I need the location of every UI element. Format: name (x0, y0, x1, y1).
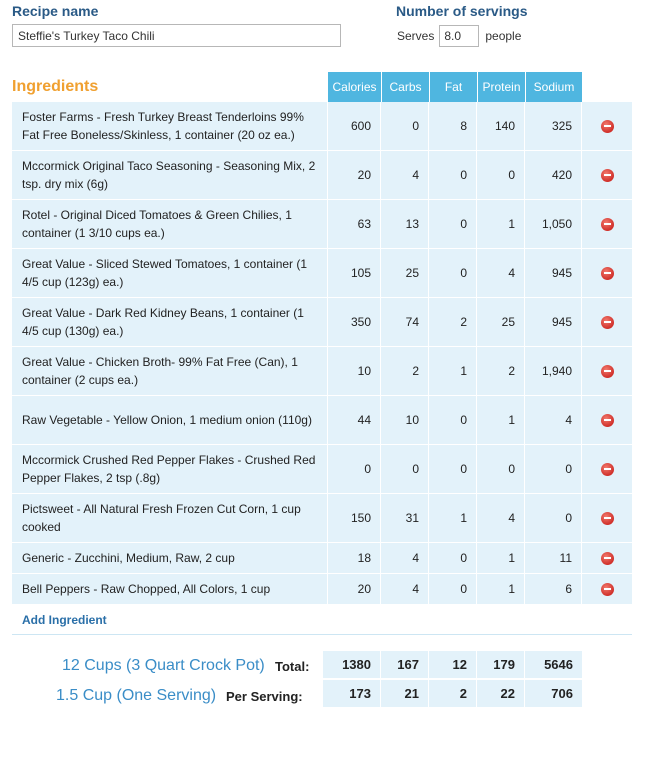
per-serving-carbs: 21 (381, 680, 429, 707)
ingredient-fat: 0 (429, 543, 477, 573)
ingredient-name: Great Value - Chicken Broth- 99% Fat Free (Can), 1 container (2 cups ea.) (12, 347, 328, 395)
ingredient-carbs: 74 (381, 298, 429, 346)
ingredient-protein: 1 (477, 200, 525, 248)
ingredient-carbs: 13 (381, 200, 429, 248)
delete-cell (582, 445, 632, 493)
ingredient-fat: 0 (429, 249, 477, 297)
total-fat: 12 (429, 651, 477, 678)
ingredient-fat: 8 (429, 102, 477, 150)
ingredient-protein: 1 (477, 574, 525, 604)
column-header-calories: Calories (328, 72, 381, 102)
total-yield-label: 12 Cups (3 Quart Crock Pot) (62, 657, 265, 674)
ingredient-calories: 18 (328, 543, 381, 573)
ingredient-sodium: 1,050 (525, 200, 582, 248)
ingredient-row (12, 298, 632, 347)
ingredient-calories: 20 (328, 574, 381, 604)
totals-row (323, 651, 583, 680)
ingredient-row (12, 445, 632, 494)
ingredient-name: Great Value - Sliced Stewed Tomatoes, 1 container (1 4/5 cup (123g) ea.) (12, 249, 328, 297)
total-label: Total: (275, 659, 310, 674)
ingredient-calories: 105 (328, 249, 381, 297)
ingredient-protein: 4 (477, 249, 525, 297)
ingredient-sodium: 1,940 (525, 347, 582, 395)
ingredient-carbs: 25 (381, 249, 429, 297)
ingredient-calories: 150 (328, 494, 381, 542)
ingredient-protein: 2 (477, 347, 525, 395)
per-serving-protein: 22 (477, 680, 525, 707)
per-serving-yield-label: 1.5 Cup (One Serving) (56, 687, 217, 704)
ingredient-carbs: 31 (381, 494, 429, 542)
ingredient-row (12, 151, 632, 200)
ingredient-calories: 20 (328, 151, 381, 199)
ingredient-row (12, 347, 632, 396)
ingredient-fat: 1 (429, 494, 477, 542)
ingredient-protein: 140 (477, 102, 525, 150)
per-serving-fat: 2 (429, 680, 477, 707)
per-serving-sodium: 706 (525, 680, 583, 707)
remove-icon[interactable] (601, 512, 614, 525)
servings-row (397, 25, 521, 47)
ingredient-name: Pictsweet - All Natural Fresh Frozen Cut Corn, 1 cup cooked (12, 494, 328, 542)
per-serving-calories: 173 (323, 680, 381, 707)
serves-prefix: Serves (397, 29, 435, 43)
delete-cell (582, 574, 632, 604)
remove-icon[interactable] (601, 316, 614, 329)
ingredient-sodium: 325 (525, 102, 582, 150)
remove-icon[interactable] (601, 365, 614, 378)
ingredient-calories: 63 (328, 200, 381, 248)
divider (12, 634, 632, 635)
ingredient-sodium: 4 (525, 396, 582, 444)
ingredient-row (12, 574, 632, 605)
delete-cell (582, 494, 632, 542)
ingredient-fat: 0 (429, 574, 477, 604)
delete-cell (582, 543, 632, 573)
ingredient-row (12, 494, 632, 543)
ingredient-row (12, 102, 632, 151)
column-header-carbs: Carbs (382, 72, 429, 102)
ingredient-row (12, 396, 632, 445)
ingredient-carbs: 0 (381, 102, 429, 150)
servings-label: Number of servings (396, 3, 528, 19)
remove-icon[interactable] (601, 218, 614, 231)
delete-cell (582, 298, 632, 346)
ingredient-sodium: 0 (525, 494, 582, 542)
ingredient-name: Great Value - Dark Red Kidney Beans, 1 container (1 4/5 cup (130g) ea.) (12, 298, 328, 346)
ingredient-fat: 0 (429, 445, 477, 493)
remove-icon[interactable] (601, 169, 614, 182)
ingredient-name: Generic - Zucchini, Medium, Raw, 2 cup (12, 543, 328, 573)
ingredient-carbs: 4 (381, 574, 429, 604)
ingredient-name: Bell Peppers - Raw Chopped, All Colors, 1 cup (12, 574, 328, 604)
ingredient-protein: 0 (477, 445, 525, 493)
ingredient-protein: 25 (477, 298, 525, 346)
ingredient-carbs: 10 (381, 396, 429, 444)
ingredient-calories: 44 (328, 396, 381, 444)
ingredient-carbs: 4 (381, 151, 429, 199)
ingredient-sodium: 11 (525, 543, 582, 573)
ingredient-name: Foster Farms - Fresh Turkey Breast Tenderloins 99% Fat Free Boneless/Skinless, 1 container (20 oz ea.) (12, 102, 328, 150)
per-serving-row (323, 680, 583, 709)
recipe-name-label: Recipe name (12, 3, 99, 19)
ingredient-carbs: 2 (381, 347, 429, 395)
remove-icon[interactable] (601, 552, 614, 565)
ingredient-name: Rotel - Original Diced Tomatoes & Green Chilies, 1 container (1 3/10 cups ea.) (12, 200, 328, 248)
delete-cell (582, 249, 632, 297)
ingredient-name: Mccormick Original Taco Seasoning - Seasoning Mix, 2 tsp. dry mix (6g) (12, 151, 328, 199)
ingredient-calories: 350 (328, 298, 381, 346)
servings-input[interactable] (439, 25, 479, 47)
add-ingredient-link[interactable]: Add Ingredient (22, 613, 107, 627)
ingredient-fat: 0 (429, 151, 477, 199)
ingredient-sodium: 420 (525, 151, 582, 199)
column-header-protein: Protein (478, 72, 525, 102)
ingredient-calories: 600 (328, 102, 381, 150)
delete-cell (582, 396, 632, 444)
recipe-name-input[interactable] (12, 24, 341, 47)
ingredient-calories: 10 (328, 347, 381, 395)
remove-icon[interactable] (601, 463, 614, 476)
ingredient-fat: 1 (429, 347, 477, 395)
ingredient-sodium: 945 (525, 249, 582, 297)
ingredient-row (12, 543, 632, 574)
ingredient-protein: 0 (477, 151, 525, 199)
ingredient-sodium: 6 (525, 574, 582, 604)
total-calories: 1380 (323, 651, 381, 678)
ingredient-carbs: 0 (381, 445, 429, 493)
ingredient-fat: 2 (429, 298, 477, 346)
ingredient-name: Raw Vegetable - Yellow Onion, 1 medium onion (110g) (12, 396, 328, 444)
total-protein: 179 (477, 651, 525, 678)
column-header-sodium: Sodium (526, 72, 582, 102)
serves-suffix: people (485, 29, 522, 43)
total-carbs: 167 (381, 651, 429, 678)
delete-cell (582, 102, 632, 150)
remove-icon[interactable] (601, 120, 614, 133)
ingredient-protein: 1 (477, 396, 525, 444)
column-header-fat: Fat (430, 72, 477, 102)
ingredient-sodium: 0 (525, 445, 582, 493)
remove-icon[interactable] (601, 583, 614, 596)
per-serving-label: Per Serving: (226, 689, 303, 704)
ingredient-fat: 0 (429, 200, 477, 248)
delete-cell (582, 347, 632, 395)
ingredient-protein: 4 (477, 494, 525, 542)
ingredient-sodium: 945 (525, 298, 582, 346)
ingredient-carbs: 4 (381, 543, 429, 573)
ingredient-fat: 0 (429, 396, 477, 444)
total-sodium: 5646 (525, 651, 583, 678)
delete-cell (582, 200, 632, 248)
summary-table (323, 651, 583, 709)
remove-icon[interactable] (601, 414, 614, 427)
ingredient-calories: 0 (328, 445, 381, 493)
ingredient-name: Mccormick Crushed Red Pepper Flakes - Crushed Red Pepper Flakes, 2 tsp (.8g) (12, 445, 328, 493)
ingredient-row (12, 249, 632, 298)
delete-cell (582, 151, 632, 199)
ingredient-row (12, 200, 632, 249)
ingredient-protein: 1 (477, 543, 525, 573)
ingredients-title: Ingredients (12, 78, 99, 95)
remove-icon[interactable] (601, 267, 614, 280)
ingredients-table (12, 102, 632, 605)
